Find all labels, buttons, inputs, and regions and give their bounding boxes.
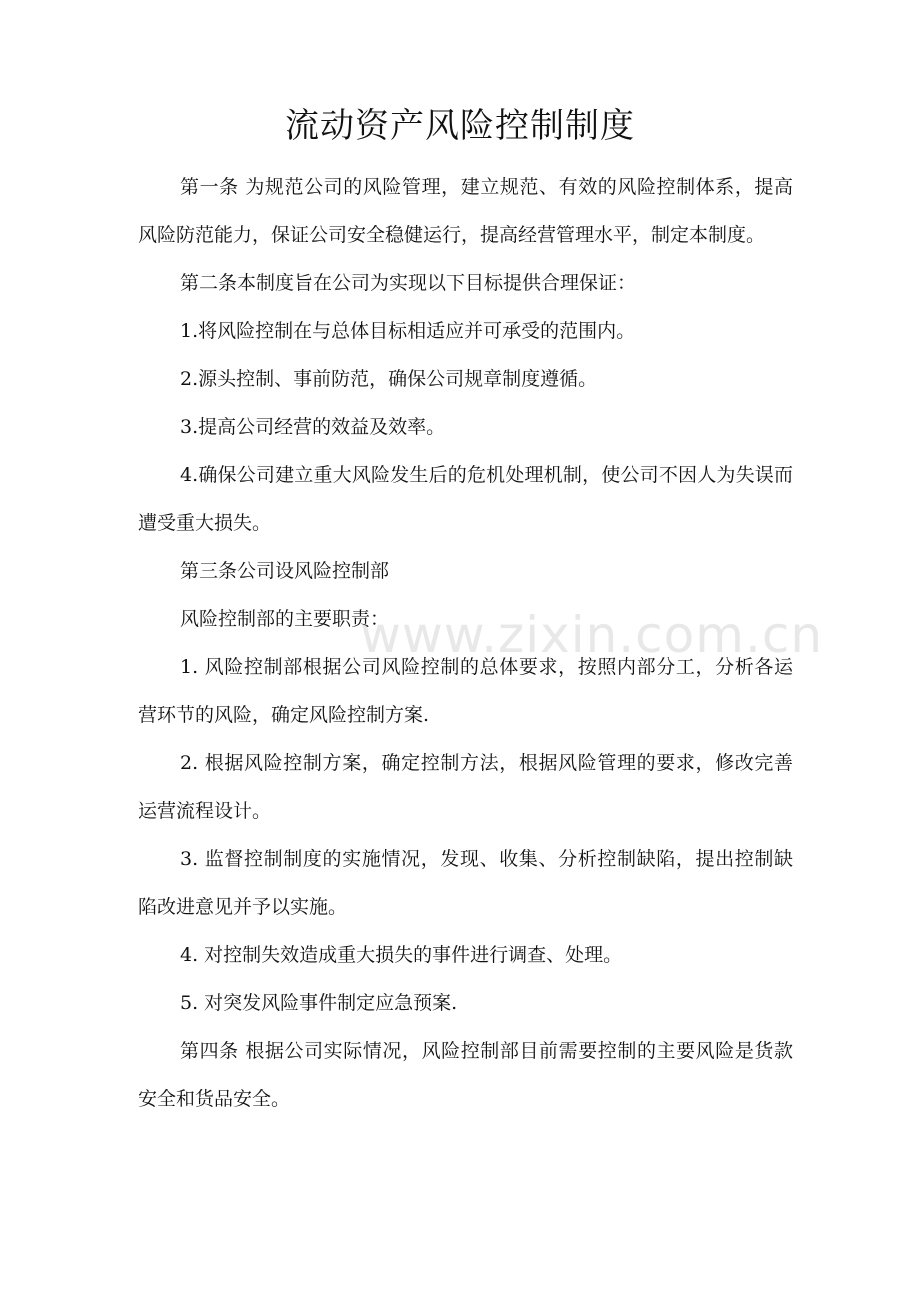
paragraph-article-2: 第二条本制度旨在公司为实现以下目标提供合理保证： — [180, 272, 637, 294]
document-title: 流动资产风险控制制度 — [285, 106, 635, 146]
paragraph-article-1: 第一条 为规范公司的风险管理，建立规范、有效的风险控制体系，提高风险防范能力，保证公司安全稳健运行，提高经营管理水平，制定本制度。 — [138, 176, 793, 246]
paragraph-duty-2: 2. 根据风险控制方案，确定控制方法，根据风险管理的要求，修改完善运营流程设计。 — [138, 752, 793, 822]
paragraph-goal-3: 3.提高公司经营的效益及效率。 — [180, 416, 446, 438]
paragraph-article-4: 第四条 根据公司实际情况，风险控制部目前需要控制的主要风险是货款安全和货品安全。 — [138, 1040, 793, 1110]
document-body — [138, 163, 793, 1123]
paragraph-duty-4: 4. 对控制失效造成重大损失的事件进行调查、处理。 — [180, 944, 623, 966]
paragraph-article-3: 第三条公司设风险控制部 — [180, 560, 390, 582]
watermark: www.zixin.com.cn — [360, 606, 824, 664]
paragraph-duties-heading: 风险控制部的主要职责： — [180, 608, 390, 630]
paragraph-goal-1: 1.将风险控制在与总体目标相适应并可承受的范围内。 — [180, 320, 636, 342]
paragraph-duty-1: 1. 风险控制部根据公司风险控制的总体要求，按照内部分工，分析各运营环节的风险，确定风险控制方案. — [138, 656, 793, 726]
paragraph-duty-3: 3. 监督控制制度的实施情况，发现、收集、分析控制缺陷，提出控制缺陷改进意见并予以实施。 — [138, 848, 793, 918]
paragraph-duty-5: 5. 对突发风险事件制定应急预案. — [180, 992, 458, 1014]
paragraph-goal-4: 4.确保公司建立重大风险发生后的危机处理机制，使公司不因人为失误而遭受重大损失。 — [138, 464, 793, 534]
paragraph-goal-2: 2.源头控制、事前防范，确保公司规章制度遵循。 — [180, 368, 598, 390]
